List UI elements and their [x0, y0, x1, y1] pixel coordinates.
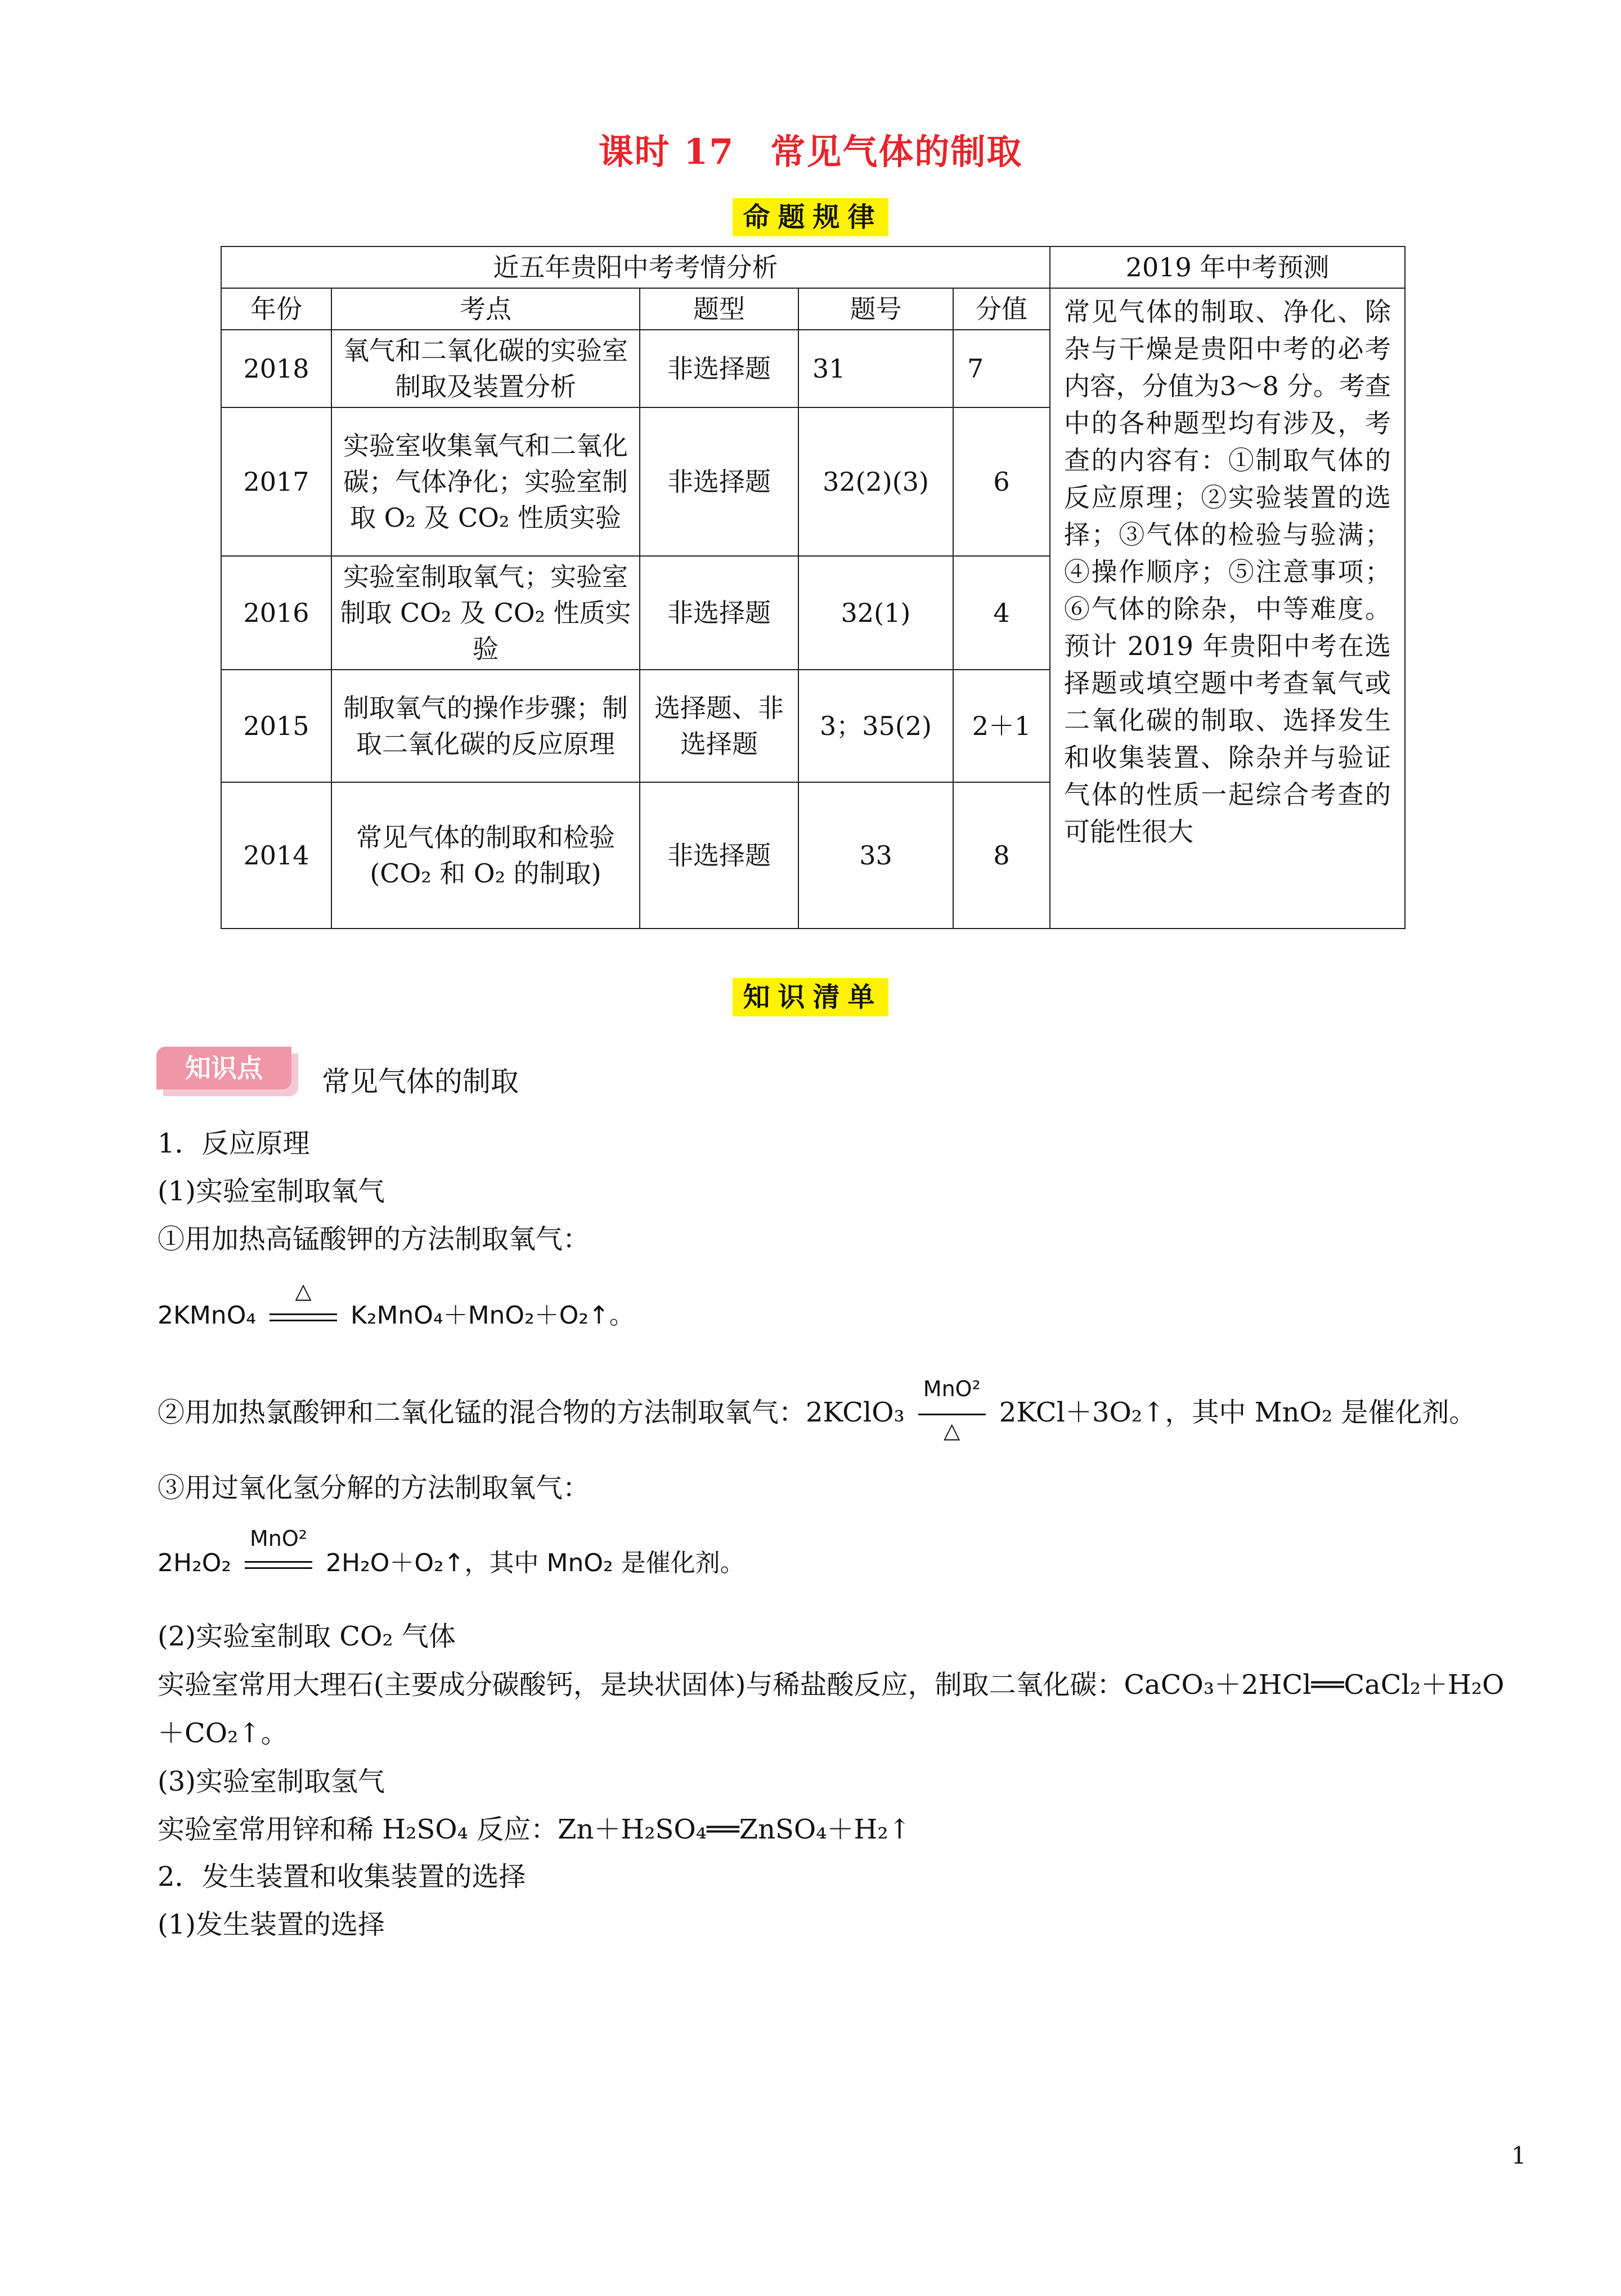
table-header-prediction: 2019 年中考预测 — [1050, 246, 1405, 288]
prediction-text: 常见气体的制取、净化、除杂与干燥是贵阳中考的必考内容，分值为3～8 分。考查中的各种题型均有涉及，考查的内容有：①制取气体的反应原理；②实验装置的选择；③气体的检验与验满；④操作顺序；⑤注意事项；⑥气体的除杂，中等难度。预计 2019 年贵阳中考在选择题或填空题中考查氧气或二氧化碳的制取、选择发生和收集装置、除杂并与验证气体的性质一起综合考查的可能性很大 — [1050, 288, 1405, 929]
cell-point: 氧气和二氧化碳的实验室制取及装置分析 — [331, 330, 640, 407]
col-header: 题号 — [798, 288, 953, 330]
cell-type: 非选择题 — [640, 782, 798, 929]
knowledge-point-badge: 知识点 — [156, 1047, 291, 1089]
text-method-1: ①用加热高锰酸钾的方法制取氧气： — [158, 1223, 590, 1255]
text-co2-line-2: ＋CO₂↑。 — [158, 1717, 288, 1749]
condition-heat: △ — [295, 1279, 312, 1303]
cell-num: 31 — [798, 330, 953, 407]
cell-num: 33 — [798, 782, 953, 929]
text-method-3: ③用过氧化氢分解的方法制取氧气： — [158, 1472, 590, 1504]
cell-year: 2016 — [221, 556, 331, 670]
cell-score: 8 — [953, 782, 1050, 929]
subheading-co2: (2)实验室制取 CO₂ 气体 — [158, 1621, 456, 1652]
equation-3-right: 2H₂O＋O₂↑，其中 MnO₂ 是催化剂。 — [326, 1549, 745, 1577]
cell-type: 非选择题 — [640, 556, 798, 670]
text-method-2 — [158, 1376, 1476, 1443]
cell-point: 常见气体的制取和检验(CO₂ 和 O₂ 的制取) — [331, 782, 640, 929]
cell-point: 实验室制取氧气；实验室制取 CO₂ 及 CO₂ 性质实验 — [331, 556, 640, 670]
reaction-condition — [918, 1376, 986, 1443]
equals-sign — [270, 1313, 337, 1321]
subheading-hydrogen: (3)实验室制取氢气 — [158, 1766, 385, 1797]
page-number: 1 — [1511, 2142, 1526, 2169]
condition-catalyst: MnO² — [249, 1526, 307, 1551]
section-heading-rules — [0, 198, 1621, 236]
col-header: 年份 — [221, 288, 331, 330]
condition-catalyst: MnO² — [923, 1376, 981, 1401]
equation-1-left: 2KMnO₄ — [158, 1301, 256, 1330]
method-2-products: 2KCl＋3O₂↑，其中 MnO₂ 是催化剂。 — [999, 1397, 1476, 1428]
col-header: 分值 — [953, 288, 1050, 330]
section-label: 知识清单 — [733, 978, 888, 1016]
table-header-analysis: 近五年贵阳中考考情分析 — [221, 246, 1050, 288]
text-co2-line-1: 实验室常用大理石(主要成分碳酸钙，是块状固体)与稀盐酸反应，制取二氧化碳：CaCO₃＋2HCl══CaCl₂＋H₂O — [158, 1669, 1505, 1701]
reaction-line — [918, 1414, 986, 1415]
condition-heat: △ — [944, 1418, 960, 1443]
cell-type: 选择题、非选择题 — [640, 670, 798, 782]
cell-year: 2018 — [221, 330, 331, 407]
equation-1 — [158, 1279, 634, 1335]
cell-type: 非选择题 — [640, 407, 798, 556]
cell-type: 非选择题 — [640, 330, 798, 407]
page-title: 课时 17 常见气体的制取 — [598, 131, 1023, 172]
cell-score: 6 — [953, 407, 1050, 556]
subheading-oxygen: (1)实验室制取氧气 — [158, 1176, 385, 1207]
subheading-generator: (1)发生装置的选择 — [158, 1909, 385, 1940]
knowledge-point-title: 常见气体的制取 — [322, 1065, 519, 1098]
cell-num: 3；35(2) — [798, 670, 953, 782]
section-heading-knowledge — [0, 978, 1621, 1016]
col-header: 题型 — [640, 288, 798, 330]
heading-reaction-principle: 1．反应原理 — [158, 1128, 310, 1159]
cell-year: 2014 — [221, 782, 331, 929]
cell-point: 制取氧气的操作步骤；制取二氧化碳的反应原理 — [331, 670, 640, 782]
cell-score: 2＋1 — [953, 670, 1050, 782]
cell-num: 32(2)(3) — [798, 407, 953, 556]
cell-year: 2017 — [221, 407, 331, 556]
exam-analysis-table — [221, 246, 1406, 929]
cell-num: 32(1) — [798, 556, 953, 670]
equation-3 — [158, 1526, 745, 1582]
cell-score: 4 — [953, 556, 1050, 670]
col-header: 考点 — [331, 288, 640, 330]
equation-3-left: 2H₂O₂ — [158, 1549, 231, 1577]
section-label: 命题规律 — [733, 198, 888, 236]
cell-score: 7 — [953, 330, 1050, 407]
reaction-condition — [270, 1279, 337, 1335]
equation-1-right: K₂MnO₄＋MnO₂＋O₂↑。 — [350, 1301, 634, 1330]
reaction-condition — [245, 1526, 312, 1582]
equals-sign — [245, 1561, 312, 1569]
text-hydrogen: 实验室常用锌和稀 H₂SO₄ 反应：Zn＋H₂SO₄══ZnSO₄＋H₂↑ — [158, 1814, 911, 1845]
method-2-text: ②用加热氯酸钾和二氧化锰的混合物的方法制取氧气：2KClO₃ — [158, 1397, 905, 1428]
cell-point: 实验室收集氧气和二氧化碳；气体净化；实验室制取 O₂ 及 CO₂ 性质实验 — [331, 407, 640, 556]
heading-apparatus: 2．发生装置和收集装置的选择 — [158, 1861, 526, 1893]
cell-year: 2015 — [221, 670, 331, 782]
